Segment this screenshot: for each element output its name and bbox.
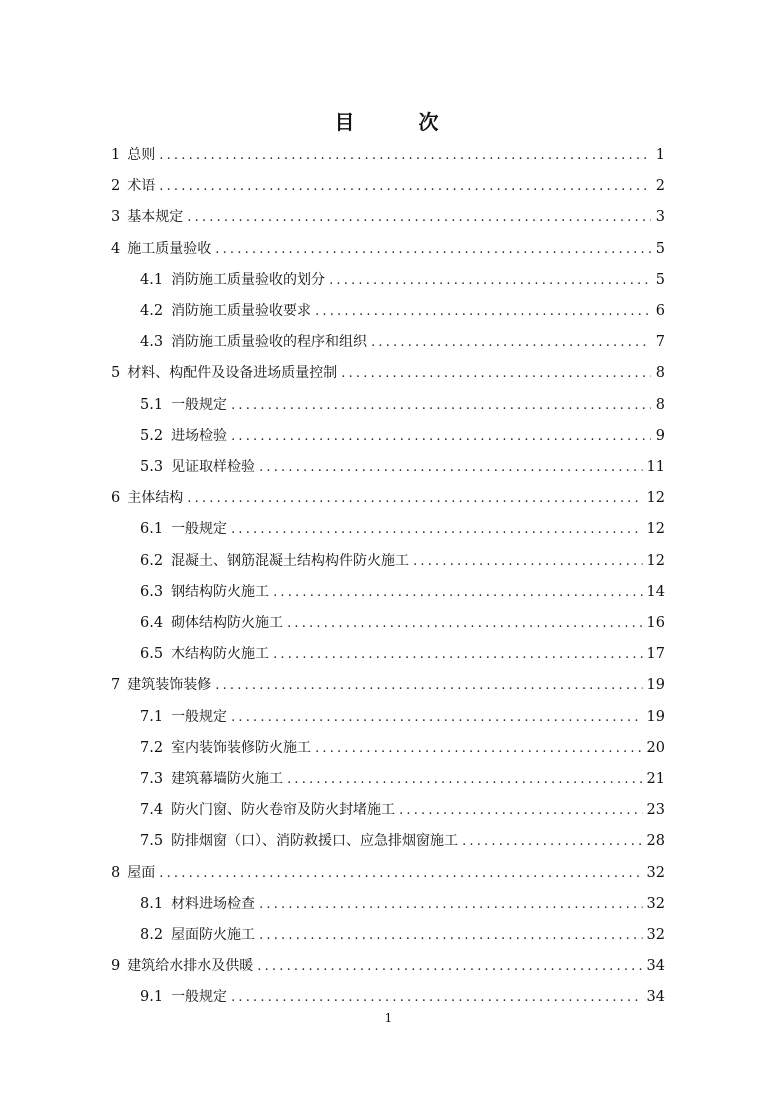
toc-entry-number: 8.1 [140,895,164,912]
toc-entry-page: 14 [646,583,665,600]
toc-entry-title: 屋面 [127,864,156,881]
toc-entry-number: 4.1 [140,271,164,288]
toc-leader-dots [259,924,642,948]
toc-entry-page: 21 [646,771,665,787]
toc-entry[interactable] [140,642,665,666]
toc-entry[interactable] [140,517,665,541]
toc-entry[interactable] [140,705,665,729]
toc-leader-dots [231,518,642,542]
toc-entry-page: 12 [646,552,665,569]
toc-entry-number: 5.2 [140,427,164,444]
toc-leader-dots [287,612,642,636]
toc-entry-number: 6.2 [140,552,164,569]
toc-entry-number: 5 [111,365,121,382]
toc-entry-title: 一般规定 [171,708,228,725]
toc-entry[interactable] [140,549,665,573]
toc-entry-page: 20 [646,739,665,756]
toc-leader-dots [399,799,642,823]
toc-entry-number: 2 [111,178,121,195]
toc-leader-dots [231,394,651,418]
toc-leader-dots [287,768,642,792]
toc-leader-dots [159,175,651,199]
toc-entry[interactable] [140,424,665,448]
toc-entry-page: 8 [655,365,665,382]
toc-entry-title: 屋面防火施工 [171,927,256,943]
toc-entry-number: 5.1 [140,396,164,413]
toc-entry-title: 砌体结构防火施工 [171,615,284,631]
toc-entry-title: 消防施工质量验收的程序和组织 [171,334,368,351]
toc-entry-page: 5 [655,240,665,257]
toc-leader-dots [187,487,642,511]
toc-leader-dots [273,643,642,667]
toc-entry-page: 12 [646,490,665,507]
toc-entry-number: 4.3 [140,334,164,351]
toc-entry-page: 34 [646,989,665,1006]
toc-entry[interactable] [140,985,665,1009]
toc-entry-number: 8 [111,864,121,881]
toc-entry-page: 6 [655,303,665,319]
toc-entry-page: 7 [655,334,665,351]
toc-leader-dots [159,144,651,168]
toc-leader-dots [315,737,642,761]
toc-entry-page: 19 [646,708,665,725]
toc-entry-number: 9 [111,958,121,975]
toc-leader-dots [231,425,651,449]
toc-entry[interactable] [140,611,665,635]
toc-leader-dots [215,238,651,262]
toc-entry-number: 7 [111,677,121,694]
toc-title: 目 次 [334,110,461,134]
toc-leader-dots [315,300,651,324]
toc-entry-title: 基本规定 [127,209,184,226]
toc-entry-number: 7.2 [140,739,164,756]
toc-entry-title: 混凝土、钢筋混凝土结构构件防火施工 [171,552,410,569]
toc-entry-title: 材料、构配件及设备进场质量控制 [127,365,338,382]
toc-entry[interactable] [140,580,665,604]
toc-entry-number: 1 [111,147,121,163]
toc-entry-number: 6.3 [140,583,164,600]
toc-entry-page: 32 [646,864,665,881]
toc-entry[interactable] [140,393,665,417]
toc-entry-number: 6 [111,490,121,507]
toc-entry-title: 主体结构 [127,490,184,507]
toc-entry[interactable] [140,455,665,479]
toc-leader-dots [259,893,642,917]
toc-entry[interactable] [140,892,665,916]
toc-entry[interactable] [140,798,665,822]
toc-entry-title: 消防施工质量验收的划分 [171,271,326,288]
toc-entry[interactable] [111,486,665,510]
toc-entry[interactable] [111,174,665,198]
toc-entry-title: 室内装饰装修防火施工 [171,739,312,756]
toc-entry[interactable] [111,954,665,978]
toc-leader-dots [273,581,642,605]
toc-entry-page: 5 [655,271,665,288]
toc-entry-page: 32 [646,895,665,912]
toc-entry[interactable] [140,829,665,853]
toc-leader-dots [462,830,642,854]
toc-entry[interactable] [140,268,665,292]
toc-entry-page: 9 [655,427,665,444]
toc-entry-page: 16 [646,615,665,631]
toc-entry-page: 11 [646,459,665,475]
toc-entry-page: 8 [655,396,665,413]
toc-entry-title: 总则 [127,147,156,163]
toc-entry-number: 5.3 [140,459,164,475]
toc-entry-page: 12 [646,521,665,538]
toc-entry-page: 32 [646,927,665,943]
toc-entry[interactable] [140,767,665,791]
toc-entry-number: 7.1 [140,708,164,725]
toc-entry-title: 防排烟窗（口）、消防救援口、应急排烟窗施工 [171,833,459,850]
toc-entry[interactable] [140,330,665,354]
toc-entry-title: 一般规定 [171,989,228,1006]
toc-entry-number: 8.2 [140,927,164,943]
toc-entry-title: 施工质量验收 [127,240,212,257]
toc-entry-title: 建筑给水排水及供暖 [127,958,254,975]
toc-entry-page: 34 [646,958,665,975]
toc-entry-number: 4 [111,240,121,257]
toc-entry-number: 6.1 [140,521,164,538]
toc-entry-title: 一般规定 [171,396,228,413]
toc-entry-number: 7.5 [140,833,164,850]
toc-entry-page: 28 [646,833,665,850]
toc-entry[interactable] [140,299,665,323]
toc-entry-title: 材料进场检查 [171,895,256,912]
toc-entry[interactable] [111,361,665,385]
toc-entry-title: 一般规定 [171,521,228,538]
toc-entry[interactable] [111,237,665,261]
toc-entry-title: 钢结构防火施工 [171,583,270,600]
toc-leader-dots [329,269,651,293]
toc-entry-title: 木结构防火施工 [171,646,270,663]
toc-entry[interactable] [111,861,665,885]
toc-entry-title: 见证取样检验 [171,459,256,475]
toc-entry-number: 7.4 [140,802,164,819]
toc-entry[interactable] [111,205,665,229]
toc-entry-number: 6.5 [140,646,164,663]
toc-entry-title: 进场检验 [171,427,228,444]
toc-entry-number: 7.3 [140,771,164,787]
toc-leader-dots [259,456,642,480]
toc-entry-number: 6.4 [140,615,164,631]
toc-leader-dots [413,550,642,574]
toc-entry-page: 1 [655,147,665,163]
toc-leader-dots [257,955,642,979]
toc-entry[interactable] [140,923,665,947]
toc-entry-page: 19 [646,677,665,694]
toc-entry-title: 建筑装饰装修 [127,677,212,694]
toc-entry-title: 建筑幕墙防火施工 [171,771,284,787]
toc-leader-dots [159,862,642,886]
toc-entry-title: 防火门窗、防火卷帘及防火封堵施工 [171,802,396,819]
toc-entry-number: 9.1 [140,989,164,1006]
toc-entry-number: 4.2 [140,303,164,319]
toc-entry-page: 17 [646,646,665,663]
toc-leader-dots [231,706,642,730]
toc-entry[interactable] [111,143,665,167]
toc-leader-dots [215,674,642,698]
toc-entry-number: 3 [111,209,121,226]
toc-entry-title: 术语 [127,178,156,195]
toc-entry[interactable] [111,673,665,697]
toc-entry-page: 3 [655,209,665,226]
toc-entry-page: 2 [655,178,665,195]
toc-entry-page: 23 [646,802,665,819]
toc-leader-dots [187,206,651,230]
page-number-footer: 1 [384,1011,393,1025]
toc-entry[interactable] [140,736,665,760]
toc-leader-dots [231,986,642,1010]
toc-leader-dots [371,331,651,355]
toc-entry-title: 消防施工质量验收要求 [171,303,312,319]
toc-leader-dots [341,362,651,386]
